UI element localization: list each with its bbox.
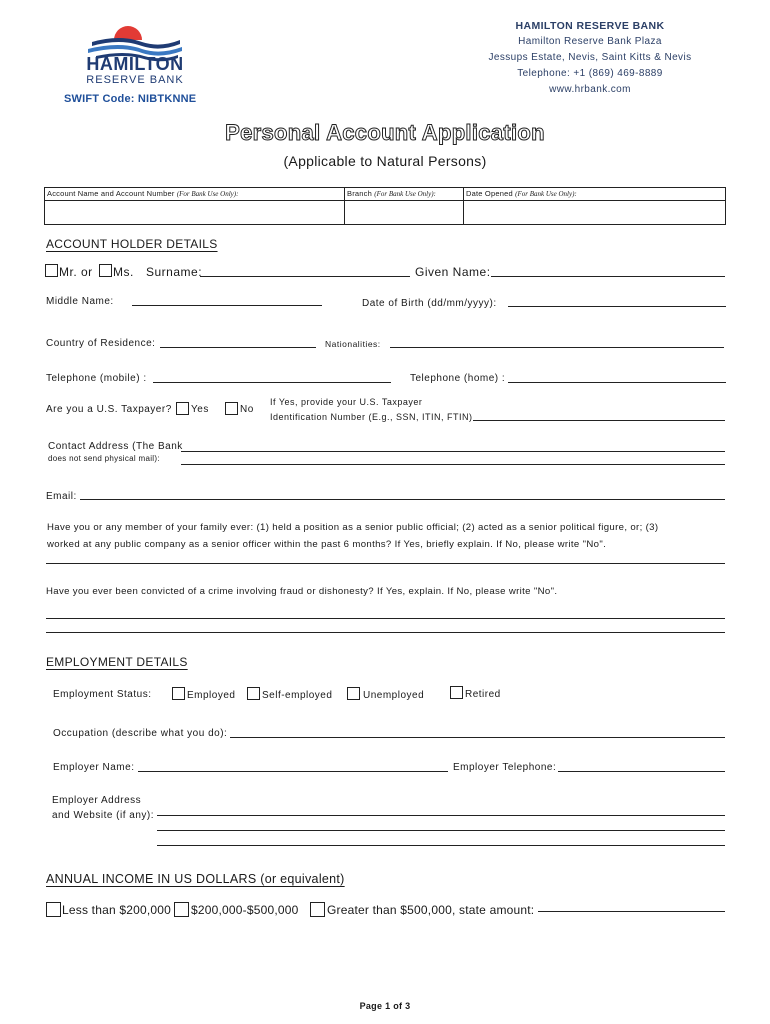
income-less-200k-label: Less than $200,000 xyxy=(62,903,172,917)
ms-checkbox[interactable] xyxy=(99,264,112,277)
tel-home-label: Telephone (home) : xyxy=(410,373,506,384)
taxpayer-yes-checkbox[interactable] xyxy=(176,402,189,415)
middle-name-field[interactable] xyxy=(132,305,322,306)
nationalities-field[interactable] xyxy=(390,347,724,348)
bank-website[interactable]: www.hrbank.com xyxy=(549,84,631,95)
account-holder-heading: ACCOUNT HOLDER DETAILS xyxy=(46,237,218,251)
annual-income-heading: ANNUAL INCOME IN US DOLLARS (or equivalent) xyxy=(46,872,345,886)
branch-field[interactable] xyxy=(345,201,462,223)
logo-name-line2: RESERVE BANK xyxy=(86,74,184,86)
taxpayer-yes-label: Yes xyxy=(191,404,209,415)
account-name-number-label: Account Name and Account Number xyxy=(47,189,175,198)
self-employed-checkbox[interactable] xyxy=(247,687,260,700)
employed-checkbox[interactable] xyxy=(172,687,185,700)
mr-label: Mr. or xyxy=(59,265,93,279)
tel-mobile-field[interactable] xyxy=(153,382,391,383)
mr-checkbox[interactable] xyxy=(45,264,58,277)
pep-question-line1: Have you or any member of your family ever: (1) held a position as a senior public official; (2) acted as a senior political figure, or; (3) xyxy=(47,522,659,533)
retired-label: Retired xyxy=(465,689,501,700)
employment-heading: EMPLOYMENT DETAILS xyxy=(46,655,188,669)
pep-question-line2: worked at any public company as a senior officer within the past 6 months? If Yes, briefly explain. If No, please write "No". xyxy=(47,539,607,550)
income-amount-field[interactable] xyxy=(538,911,725,912)
surname-field[interactable] xyxy=(200,276,410,277)
employed-label: Employed xyxy=(187,690,236,701)
contact-address-label-2: does not send physical mail): xyxy=(48,454,160,463)
employer-name-label: Employer Name: xyxy=(53,762,135,773)
income-over-500k-checkbox[interactable] xyxy=(310,902,325,917)
income-less-200k-checkbox[interactable] xyxy=(46,902,61,917)
contact-address-field-2[interactable] xyxy=(181,464,725,465)
contact-address-field-1[interactable] xyxy=(181,451,725,452)
employer-address-field-1[interactable] xyxy=(157,815,725,816)
branch-label: Branch xyxy=(347,189,372,198)
bank-phone: Telephone: +1 (869) 469-8889 xyxy=(517,68,663,79)
pep-answer-field[interactable] xyxy=(46,563,725,564)
country-residence-label: Country of Residence: xyxy=(46,338,156,349)
income-200k-500k-label: $200,000-$500,000 xyxy=(191,903,299,917)
employer-telephone-field[interactable] xyxy=(558,771,725,772)
crime-answer-field-2[interactable] xyxy=(46,632,725,633)
income-over-500k-label: Greater than $500,000, state amount: xyxy=(327,903,535,917)
tel-home-field[interactable] xyxy=(508,382,726,383)
date-opened-label: Date Opened xyxy=(466,189,513,198)
bank-use-table: Account Name and Account Number (For Bank Use Only): Branch (For Bank Use Only): Date Opened (For Bank Use Only): xyxy=(44,187,726,225)
nationalities-label: Nationalities: xyxy=(325,339,381,349)
employer-name-field[interactable] xyxy=(138,771,448,772)
crime-answer-field-1[interactable] xyxy=(46,618,725,619)
bank-contact-block xyxy=(470,18,710,98)
tin-field[interactable] xyxy=(473,420,725,421)
occupation-label: Occupation (describe what you do): xyxy=(53,728,228,739)
bank-logo xyxy=(80,18,190,90)
given-name-field[interactable] xyxy=(491,276,725,277)
tin-label-line2: Identification Number (E.g., SSN, ITIN, FTIN) xyxy=(270,412,473,422)
us-taxpayer-label: Are you a U.S. Taxpayer? xyxy=(46,404,172,415)
retired-checkbox[interactable] xyxy=(450,686,463,699)
page-title: Personal Account Application xyxy=(225,120,545,145)
bank-address-1: Hamilton Reserve Bank Plaza xyxy=(518,36,662,47)
employer-address-label-1: Employer Address xyxy=(52,795,142,806)
self-employed-label: Self-employed xyxy=(262,690,333,701)
middle-name-label: Middle Name: xyxy=(46,296,114,307)
ms-label: Ms. xyxy=(113,265,134,279)
email-field[interactable] xyxy=(80,499,725,500)
tel-mobile-label: Telephone (mobile) : xyxy=(46,373,147,384)
dob-field[interactable] xyxy=(508,306,726,307)
employer-telephone-label: Employer Telephone: xyxy=(453,762,557,773)
dob-label: Date of Birth (dd/mm/yyyy): xyxy=(362,298,497,309)
tin-label-line1: If Yes, provide your U.S. Taxpayer xyxy=(270,397,423,407)
page-subtitle: (Applicable to Natural Persons) xyxy=(283,153,487,169)
taxpayer-no-checkbox[interactable] xyxy=(225,402,238,415)
given-name-label: Given Name: xyxy=(415,265,491,279)
bank-name: HAMILTON RESERVE BANK xyxy=(515,20,665,32)
employer-address-label-2: and Website (if any): xyxy=(52,810,155,821)
swift-code: SWIFT Code: NIBTKNNE xyxy=(64,93,197,105)
unemployed-label: Unemployed xyxy=(363,690,425,701)
crime-question: Have you ever been convicted of a crime involving fraud or dishonesty? If Yes, explain. If No, please write "No". xyxy=(46,586,558,597)
unemployed-checkbox[interactable] xyxy=(347,687,360,700)
date-opened-field[interactable] xyxy=(464,201,724,223)
logo-name-line1: HAMILTON xyxy=(86,54,184,74)
taxpayer-no-label: No xyxy=(240,404,254,415)
employer-address-field-3[interactable] xyxy=(157,845,725,846)
bank-address-2: Jessups Estate, Nevis, Saint Kitts & Nevis xyxy=(488,52,692,63)
contact-address-label-1: Contact Address (The Bank xyxy=(48,441,183,452)
surname-label: Surname: xyxy=(146,265,203,279)
employer-address-field-2[interactable] xyxy=(157,830,725,831)
employment-status-label: Employment Status: xyxy=(53,689,152,700)
occupation-field[interactable] xyxy=(230,737,725,738)
account-name-number-field[interactable] xyxy=(46,201,343,223)
income-200k-500k-checkbox[interactable] xyxy=(174,902,189,917)
country-residence-field[interactable] xyxy=(160,347,316,348)
page-number: Page 1 of 3 xyxy=(359,1001,411,1011)
email-label: Email: xyxy=(46,491,77,502)
